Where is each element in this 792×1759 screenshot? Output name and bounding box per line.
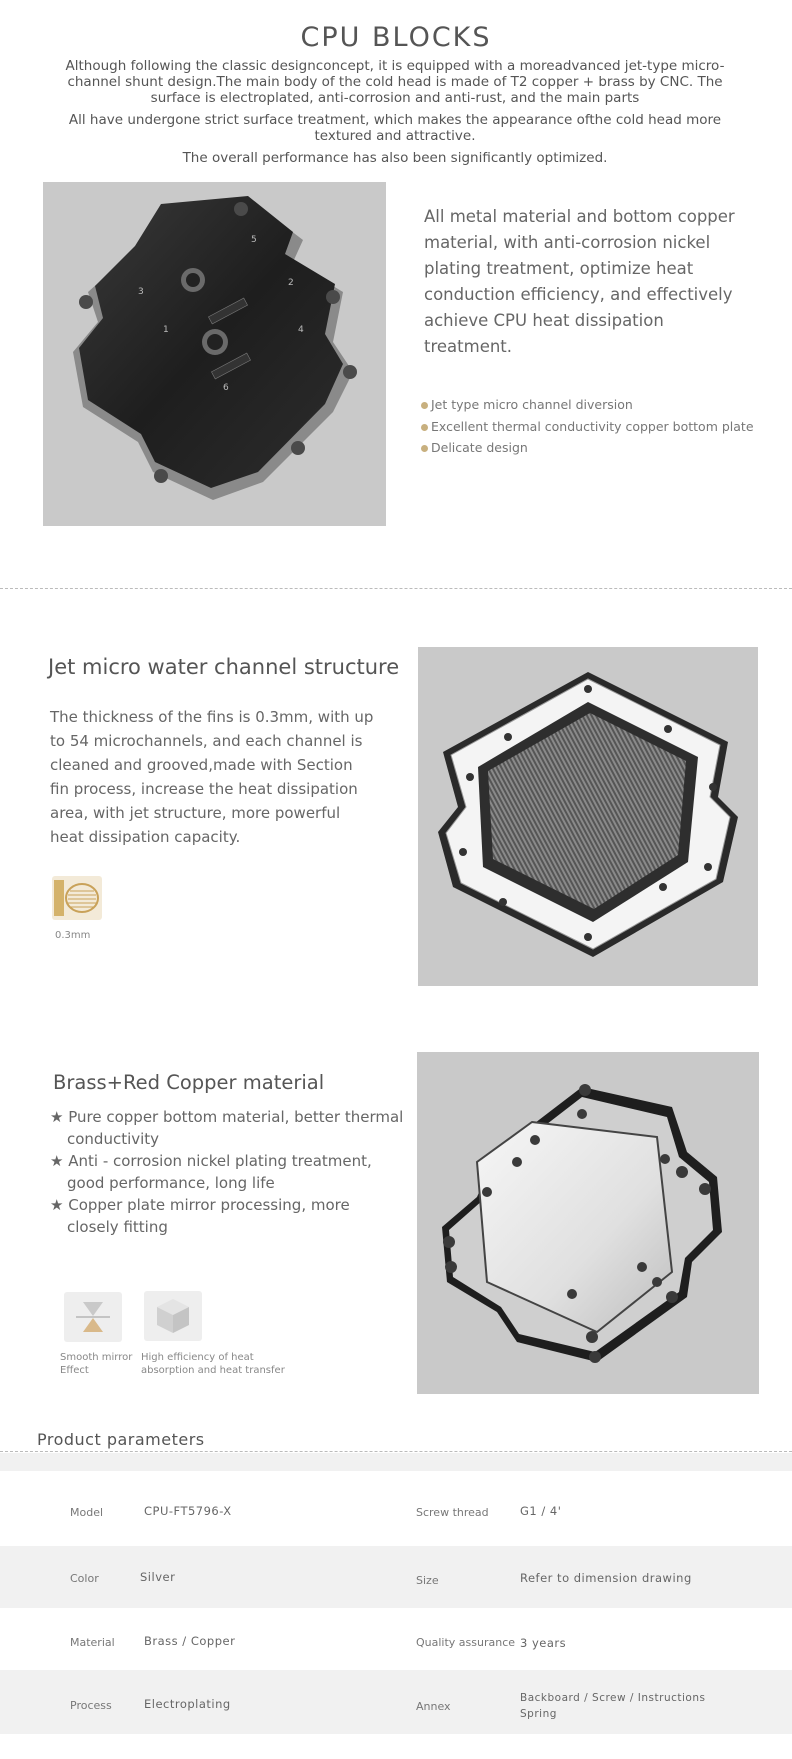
list-item-continuation: conductivity: [67, 1130, 160, 1148]
star-icon: ★: [50, 1108, 64, 1126]
param-label: Annex: [416, 1700, 451, 1713]
channel-label: 3: [138, 287, 144, 297]
params-top-divider: [0, 1451, 792, 1452]
star-icon: ★: [50, 1196, 64, 1214]
description-line: plating treatment, optimize heat: [424, 259, 694, 278]
description-line: All metal material and bottom copper: [424, 207, 735, 226]
param-label: Quality assurance: [416, 1636, 516, 1649]
table-row: [0, 1484, 792, 1540]
param-label: Model: [70, 1506, 104, 1519]
param-value: G1 / 4': [520, 1504, 562, 1518]
section1-description: [424, 204, 764, 360]
list-item-continuation: good performance, long life: [67, 1174, 275, 1192]
params-header-band: [0, 1453, 792, 1471]
description-line: conduction efficiency, and effectively: [424, 285, 733, 304]
heat-transfer-caption: High efficiency of heat absorption and heat transfer: [141, 1352, 285, 1376]
table-row: [0, 1670, 792, 1734]
list-item-continuation: closely fitting: [67, 1218, 168, 1236]
paragraph-line: heat dissipation capacity.: [50, 828, 241, 846]
paragraph-line: fin process, increase the heat dissipation: [50, 780, 358, 798]
section3-heading: Brass+Red Copper material: [53, 1071, 325, 1094]
params-heading: Product parameters: [37, 1430, 205, 1449]
channel-label: 1: [163, 325, 169, 335]
paragraph-line: The thickness of the fins is 0.3mm, with up: [50, 708, 374, 726]
intro-line: surface is electroplated, anti-corrosion and anti-rust, and the main parts: [150, 90, 640, 106]
cube-icon: [144, 1291, 202, 1341]
mirror-icon: [64, 1292, 122, 1342]
bullet-dot-icon: [421, 424, 428, 431]
page-title: CPU BLOCKS: [300, 22, 492, 53]
description-line: achieve CPU heat dissipation: [424, 311, 664, 330]
table-row: [0, 1610, 792, 1666]
feature-bullet: Excellent thermal conductivity copper bottom plate: [421, 419, 754, 434]
cold-plate-illustration: [418, 647, 758, 986]
param-value: Backboard / Screw / Instructions: [520, 1692, 706, 1704]
list-item: ★ Anti - corrosion nickel plating treatment,: [50, 1152, 372, 1170]
cpu-block-top-illustration: [43, 182, 386, 526]
channel-label: 6: [223, 383, 229, 393]
bullet-dot-icon: [421, 402, 428, 409]
star-icon: ★: [50, 1152, 64, 1170]
param-label: Material: [70, 1636, 115, 1649]
param-value: Brass / Copper: [144, 1634, 236, 1648]
feature-bullet: Jet type micro channel diversion: [421, 397, 633, 412]
material-feature-list: [50, 1106, 420, 1238]
channel-label: 4: [298, 325, 304, 335]
param-value: Spring: [520, 1708, 557, 1720]
cpu-block-top-photo: [43, 182, 386, 526]
intro-line: channel shunt design.The main body of the cold head is made of T2 copper + brass by CNC. The: [67, 74, 723, 90]
intro-line: Although following the classic designconcept, it is equipped with a moreadvanced jet-type micro-: [65, 58, 725, 74]
mirror-caption: Smooth mirror Effect: [60, 1352, 133, 1376]
intro-line: All have undergone strict surface treatment, which makes the appearance ofthe cold head more: [68, 112, 722, 128]
list-item: ★ Pure copper bottom material, better thermal: [50, 1108, 404, 1126]
bullet-dot-icon: [421, 445, 428, 452]
cpu-block-bottom-photo: [417, 1052, 759, 1394]
param-label: Screw thread: [416, 1506, 489, 1519]
description-line: treatment.: [424, 337, 513, 356]
table-row: [0, 1546, 792, 1608]
fin-thickness-icon: [52, 876, 102, 920]
param-value: Refer to dimension drawing: [520, 1571, 692, 1585]
param-value: Silver: [140, 1570, 176, 1584]
cpu-block-bottom-illustration: [417, 1052, 759, 1394]
paragraph-line: cleaned and grooved,made with Section: [50, 756, 353, 774]
param-value: Electroplating: [144, 1697, 231, 1711]
cold-plate-bottom-photo: [418, 647, 758, 986]
section2-paragraph: [50, 705, 410, 849]
param-label: Color: [70, 1572, 99, 1585]
channel-label: 5: [251, 235, 257, 245]
fin-thickness-caption: 0.3mm: [55, 930, 91, 941]
feature-bullet: Delicate design: [421, 440, 528, 455]
list-item: ★ Copper plate mirror processing, more: [50, 1196, 350, 1214]
intro-line: textured and attractive.: [314, 128, 476, 144]
channel-label: 2: [288, 278, 294, 288]
param-value: 3 years: [520, 1636, 567, 1650]
section-divider: [0, 588, 792, 589]
param-value: CPU-FT5796-X: [144, 1504, 232, 1518]
param-label: Process: [70, 1699, 112, 1712]
section2-heading: Jet micro water channel structure: [48, 655, 400, 679]
paragraph-line: to 54 microchannels, and each channel is: [50, 732, 363, 750]
description-line: material, with anti-corrosion nickel: [424, 233, 711, 252]
param-label: Size: [416, 1574, 439, 1587]
paragraph-line: area, with jet structure, more powerful: [50, 804, 341, 822]
intro-line: The overall performance has also been significantly optimized.: [182, 150, 608, 166]
